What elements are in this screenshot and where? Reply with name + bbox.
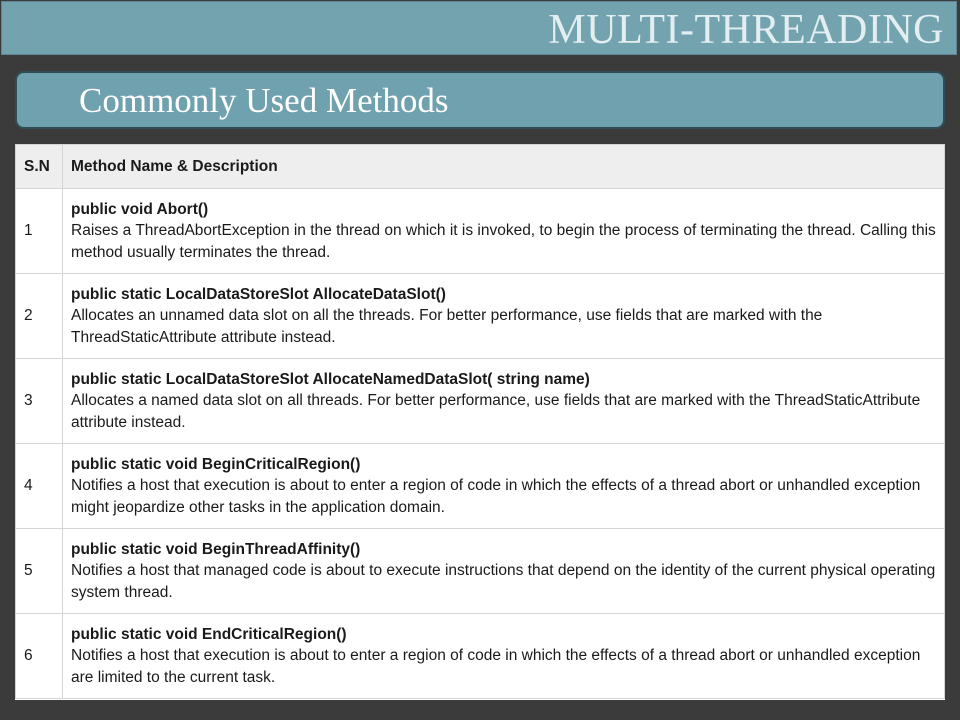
table-row bbox=[16, 529, 945, 614]
column-header-sn: S.N bbox=[16, 145, 63, 189]
method-name: public static LocalDataStoreSlot AllocateNamedDataSlot( string name) bbox=[71, 370, 590, 388]
method-name: public static void BeginThreadAffinity() bbox=[71, 540, 361, 558]
row-number: 5 bbox=[16, 529, 63, 614]
method-description: Allocates an unnamed data slot on all the threads. For better performance, use fields that are marked with the ThreadStaticAttribute attribute instead. bbox=[71, 307, 823, 346]
method-cell bbox=[63, 359, 945, 444]
method-description: Allocates a named data slot on all threads. For better performance, use fields that are marked with the ThreadStaticAttribute attribute instead. bbox=[71, 392, 921, 431]
method-name: public static void EndCriticalRegion() bbox=[71, 625, 347, 643]
method-cell bbox=[63, 529, 945, 614]
method-name: public static void BeginCriticalRegion() bbox=[71, 455, 361, 473]
title-bar bbox=[1, 1, 957, 55]
row-number: 1 bbox=[16, 189, 63, 274]
table-row bbox=[16, 614, 945, 699]
row-number: 2 bbox=[16, 274, 63, 359]
table-row bbox=[16, 444, 945, 529]
method-description: Notifies a host that execution is about to enter a region of code in which the effects of a thread abort or unhandled exception are limited to the current task. bbox=[71, 647, 921, 686]
methods-table bbox=[15, 144, 945, 699]
row-number: 6 bbox=[16, 614, 63, 699]
method-cell bbox=[63, 614, 945, 699]
table-row bbox=[16, 359, 945, 444]
row-number: 3 bbox=[16, 359, 63, 444]
method-description: Raises a ThreadAbortException in the thread on which it is invoked, to begin the process of terminating the thread. Calling this method usually terminates the thread. bbox=[71, 222, 936, 261]
method-cell bbox=[63, 189, 945, 274]
column-header-method: Method Name & Description bbox=[63, 145, 945, 189]
table-row bbox=[16, 189, 945, 274]
table-row bbox=[16, 274, 945, 359]
methods-table-container bbox=[15, 144, 945, 700]
deck-title: MULTI-THREADING bbox=[548, 7, 944, 53]
subtitle-bar bbox=[15, 71, 945, 129]
table-header-row bbox=[16, 145, 945, 189]
method-name: public void Abort() bbox=[71, 200, 209, 218]
method-name: public static LocalDataStoreSlot AllocateDataSlot() bbox=[71, 285, 446, 303]
slide-subtitle: Commonly Used Methods bbox=[79, 81, 449, 120]
method-description: Notifies a host that execution is about to enter a region of code in which the effects of a thread abort or unhandled exception might jeopardize other tasks in the application domain. bbox=[71, 477, 921, 516]
method-cell bbox=[63, 444, 945, 529]
row-number: 4 bbox=[16, 444, 63, 529]
method-cell bbox=[63, 274, 945, 359]
method-description: Notifies a host that managed code is about to execute instructions that depend on the identity of the current physical operating system thread. bbox=[71, 562, 936, 601]
